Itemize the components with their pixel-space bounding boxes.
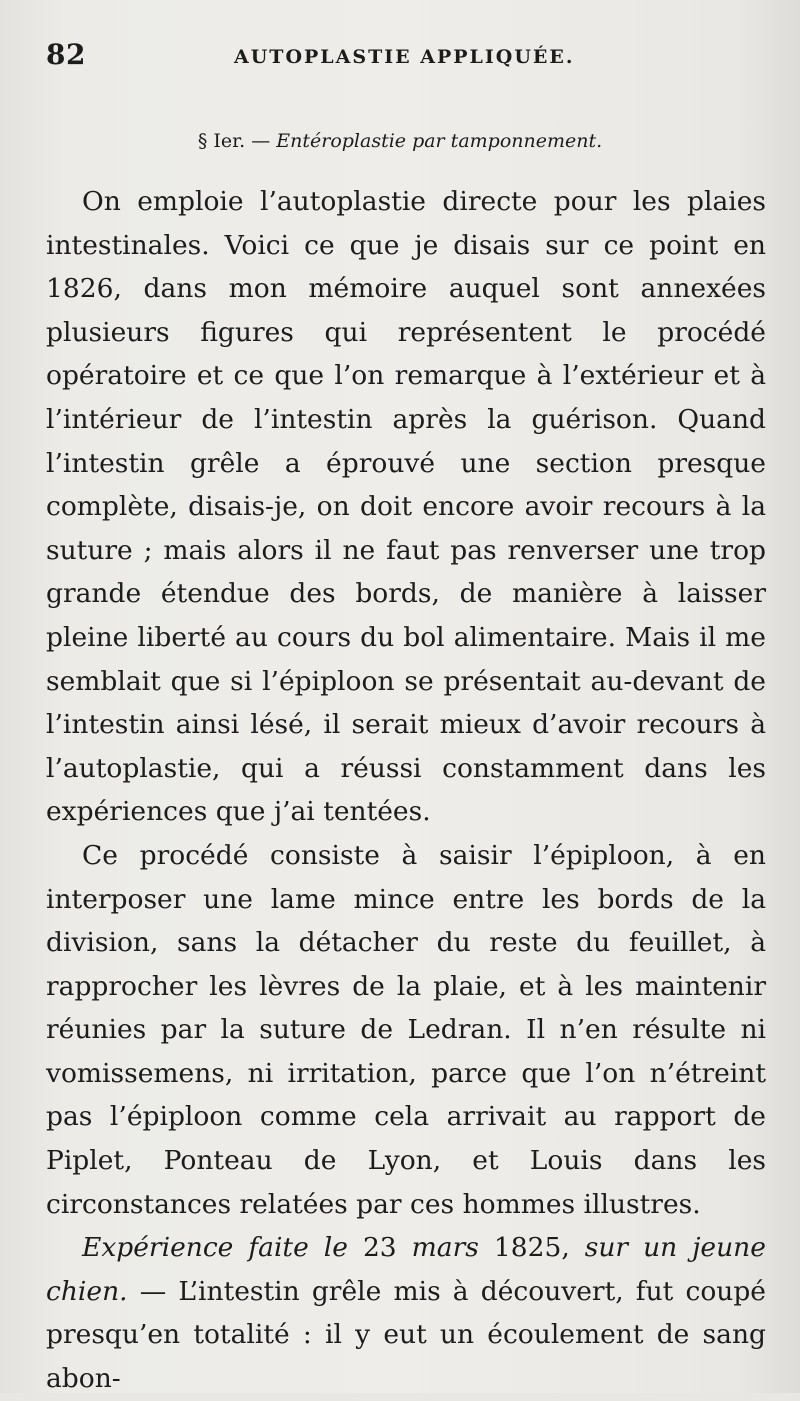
running-head: AUTOPLASTIE APPLIQUÉE.: [234, 46, 575, 68]
paragraph-2: Ce procédé consiste à saisir l’épiploon, à en interposer une lame mince entre les bords de la division, sans la détacher du reste du feuillet, à rapprocher les lèvres de la plaie, et à les maintenir réunies par la suture de Ledran. Il n’en résulte ni vomissemens, ni irritation, parce que l’on n’étreint pas l’épiploon comme cela arrivait au rapport de Piplet, Ponteau de Lyon, et Louis dans les circonstances relatées par ces hommes illustres.: [46, 839, 766, 1220]
paragraph-3-text: — L’intestin grêle mis à découvert, fut coupé presqu’en totalité : il y eut un écoulement de sang abon-: [46, 1275, 766, 1395]
page-number: 82: [46, 38, 86, 71]
paragraph-3: [46, 1226, 766, 1400]
experiment-year: 1825,: [493, 1232, 570, 1264]
section-heading: [0, 130, 800, 152]
experiment-day: 23: [362, 1232, 397, 1264]
body-text: [46, 180, 766, 1401]
experiment-title-b: mars: [411, 1232, 479, 1264]
experiment-title-c: sur un jeune chien.: [46, 1232, 766, 1307]
experiment-title-a: Expérience faite le: [82, 1232, 348, 1264]
section-title: Entéroplastie par tamponnement.: [276, 130, 603, 152]
section-symbol: § Ier. —: [197, 130, 271, 152]
page-header: [46, 38, 760, 78]
paragraph-1: On emploie l’autoplastie directe pour les plaies intestinales. Voici ce que je disais sur ce point en 1826, dans mon mémoire auquel sont annexées plusieurs figures qui représentent le procédé opératoire et ce que l’on remarque à l’extérieur et à l’intérieur de l’intestin après la guérison. Quand l’intestin grêle a éprouvé une section presque complète, disais-je, on doit encore avoir recours à la suture ; mais alors il ne faut pas renverser une trop grande étendue des bords, de manière à laisser pleine liberté au cours du bol alimentaire. Mais il me semblait que si l’épiploon se présentait au-devant de l’intestin ainsi lésé, il serait mieux d’avoir recours à l’autoplastie, qui a réussi constamment dans les expériences que j’ai tentées.: [46, 186, 766, 828]
